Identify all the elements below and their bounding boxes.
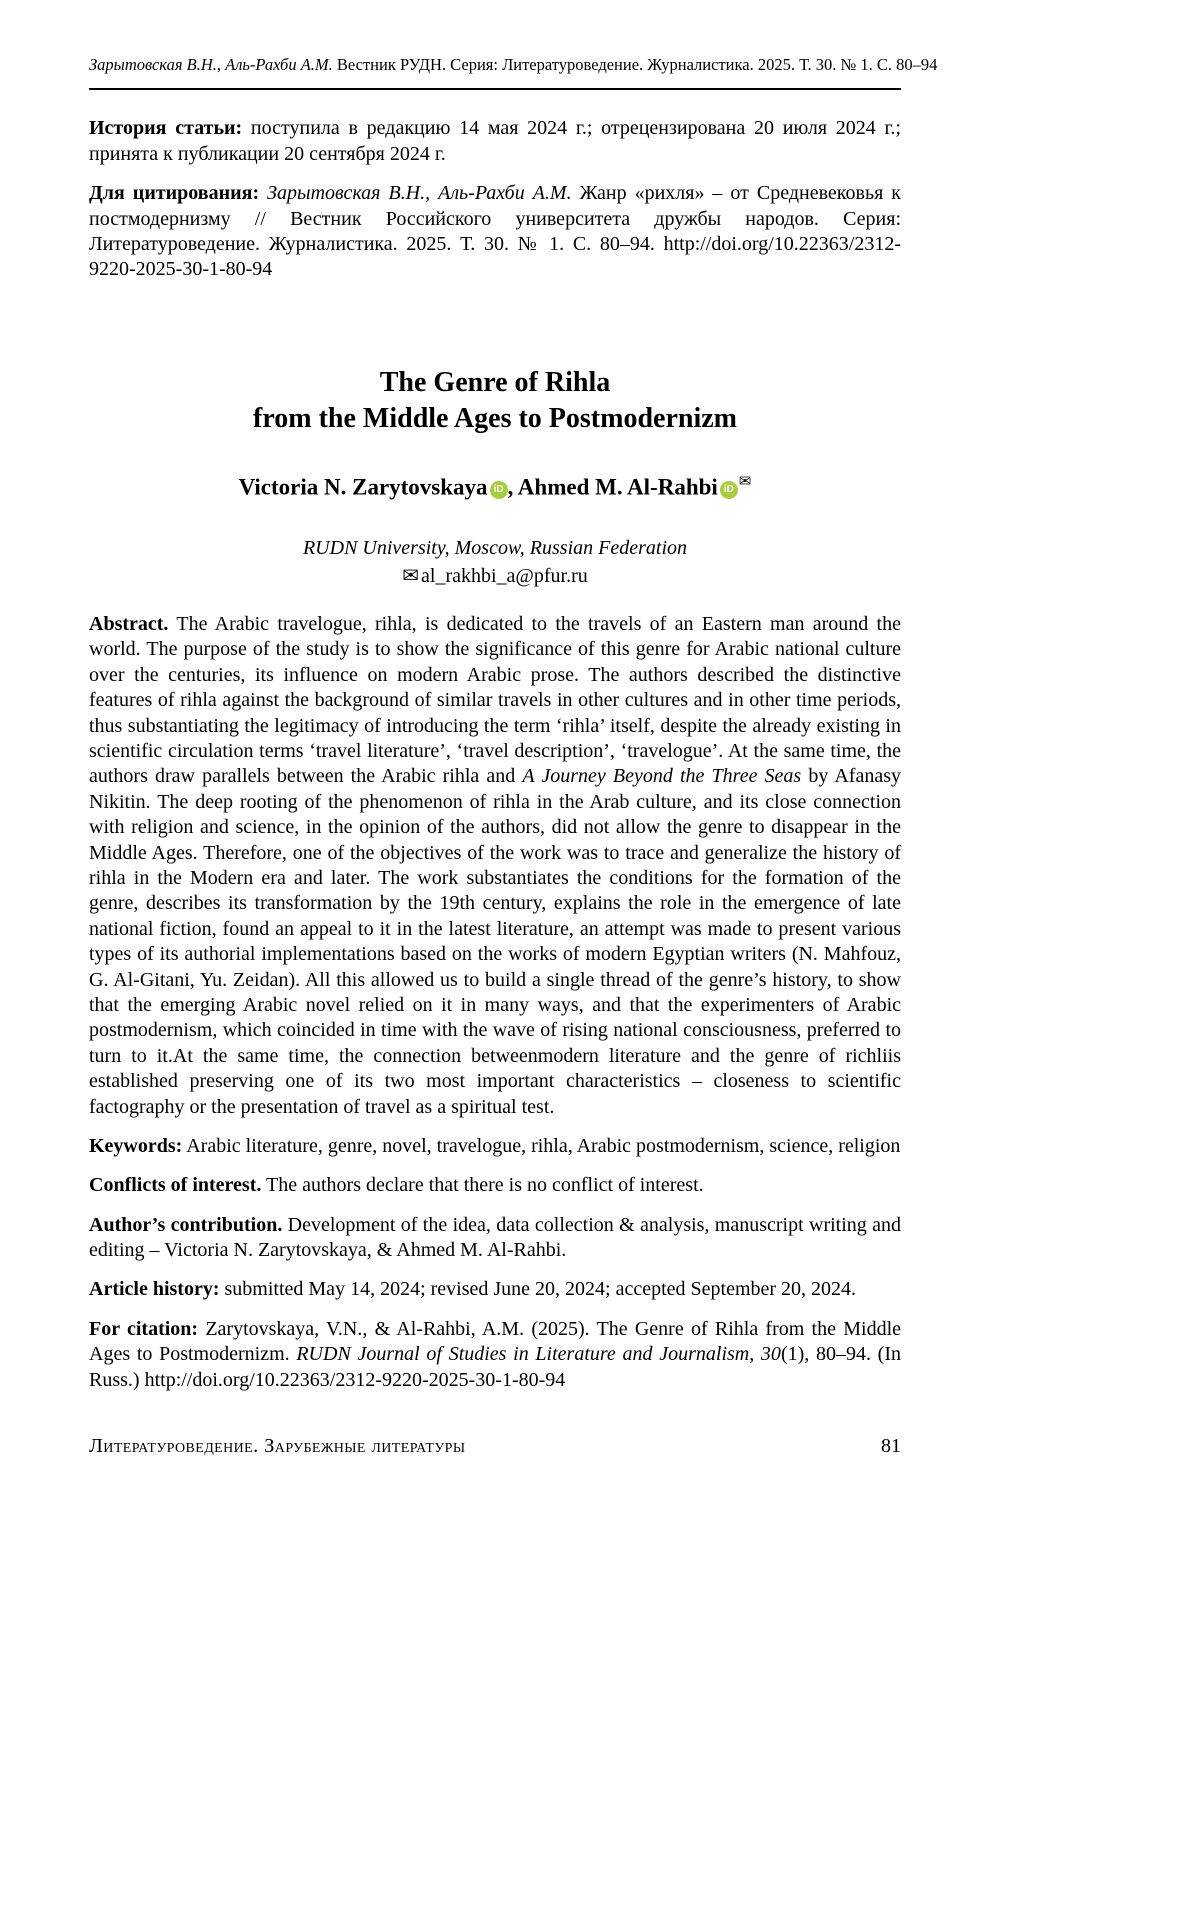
citation-en-doi-link[interactable]: http://doi.org/10.22363/2312-9220-2025-30-1-80-94 [144, 1368, 566, 1391]
citation-en-label: For citation: [89, 1317, 199, 1340]
abstract-italic-book-title: A Journey Beyond the Three Seas [522, 765, 802, 788]
article-history-ru-label: История статьи: [89, 117, 243, 140]
email-envelope-icon: ✉ [402, 565, 420, 588]
contribution-label: Author’s contribution. [89, 1213, 283, 1236]
citation-ru-authors: Зарытовская В.Н., Аль-Рахби А.М. [259, 182, 572, 205]
running-header [89, 54, 938, 90]
contribution-text: Development of the idea, data collection & analysis, manuscript writing and editing – Victoria N. Zarytovskaya, & Ahmed M. Al-Rahbi. [89, 1213, 902, 1262]
keywords-label: Keywords: [89, 1134, 183, 1157]
page-footer [89, 1435, 901, 1458]
keywords-text: Arabic literature, genre, novel, travelogue, rihla, Arabic postmodernism, science, religion [182, 1134, 901, 1157]
article-history-en-paragraph [89, 1277, 901, 1302]
running-header-citation [89, 54, 938, 75]
affiliation: RUDN University, Moscow, Russian Federation [302, 537, 688, 560]
article-history-ru-text: поступила в редакцию 14 мая 2024 г.; отрецензирована 20 июля 2024 г.; принята к публикации 20 сентября 2024 г. [89, 117, 901, 165]
citation-ru-paragraph [89, 181, 901, 283]
conflicts-label: Conflicts of interest. [89, 1174, 262, 1197]
email-line [89, 563, 901, 588]
article-history-ru-paragraph [89, 116, 901, 167]
citation-en-text-2: (1), 80–94. (In Russ.) [89, 1343, 901, 1391]
article-history-en-label: Article history: [89, 1278, 220, 1301]
corresponding-author-envelope-icon: ✉ [738, 474, 752, 491]
paper-title [89, 365, 901, 437]
conflicts-text: The authors declare that there is no conflict of interest. [261, 1174, 704, 1197]
footer-page-number: 81 [881, 1435, 901, 1458]
page-content [89, 54, 938, 1458]
footer-section-title: Литературоведение. Зарубежные литературы [89, 1435, 466, 1458]
running-header-authors: Зарытовская В.Н., Аль-Рахби А.М. [89, 55, 333, 74]
citation-ru-label: Для цитирования: [89, 182, 260, 205]
author-2-name: Ahmed M. Al-Rahbi [517, 475, 718, 501]
abstract-text-2: by Afanasy Nikitin. The deep rooting of the phenomenon of rihla in the Arab culture, and its close connection with religion and science, in the opinion of the authors, did not allow the genre to disappear in the Middle Ages. Therefore, one of the objectives of the work was to trace and generalize the history of rihla in the Modern era and later. The work substantiates the conditions for the formation of the genre, describes its transformation by the 19th century, explains the role in the emergence of late national fiction, found an appeal to it in the latest literature, an attempt was made to present various types of its authorial implementations based on the works of modern Egyptian writers (N. Mahfouz, G. Al-Gitani, Yu. Zeidan). All this allowed us to build a single thread of the genre’s history, to show that the emerging Arabic novel relied on it in many ways, and that the experimenters of Arabic postmodernism, which coincided in time with the wave of rising national consciousness, preferred to turn to it.At the same time, the connection betweenmodern literature and the genre of richliis established preserving one of its two most important characteristics – closeness to scientific factography or the presentation of travel as a spiritual test. [89, 765, 901, 1118]
citation-ru-text: Жанр «рихля» – от Средневековья к постмодернизму // Вестник Российского университета дружбы народов. Серия: Литературоведение. Журналистика. 2025. Т. 30. № 1. С. 80–94. [89, 182, 901, 255]
orcid-icon-alrahbi[interactable]: iD [720, 481, 738, 499]
keywords-paragraph [89, 1134, 901, 1159]
paper-title-line1: The Genre of Rihla [379, 366, 611, 398]
article-history-en-text: submitted May 14, 2024; revised June 20, 2024; accepted September 20, 2024. [219, 1278, 857, 1301]
citation-en-text-1: Zarytovskaya, V.N., & Al-Rahbi, A.M. (2025). The Genre of Rihla from the Middle Ages to Postmodernizm. [89, 1317, 902, 1366]
running-header-journal-ref: Вестник РУДН. Серия: Литературоведение. Журналистика. 2025. Т. 30. № 1. С. 80–94 [332, 55, 938, 74]
header-rule [89, 88, 901, 90]
citation-en-paragraph [89, 1317, 901, 1393]
orcid-icon-zarytovskaya[interactable]: iD [490, 481, 508, 499]
abstract-label: Abstract. [89, 613, 169, 636]
authors-separator: , [507, 475, 518, 501]
abstract-text-1: The Arabic travelogue, rihla, is dedicated to the travels of an Eastern man around the world. The purpose of the study is to show the significance of this genre for Arabic national culture over the centuries, its influence on modern Arabic prose. The authors described the distinctive features of rihla against the background of similar travels in other cultures and in other time periods, thus substantiating the legitimacy of introducing the term ‘rihla’ itself, despite the already existing in scientific circulation terms ‘travel literature’, ‘travel description’, ‘travelogue’. At the same time, the authors draw parallels between the Arabic rihla and [89, 613, 901, 788]
contribution-paragraph [89, 1213, 901, 1264]
paper-title-line2: from the Middle Ages to Postmodernizm [253, 402, 737, 434]
abstract-paragraph [89, 612, 901, 1120]
author-1-name: Victoria N. Zarytovskaya [238, 475, 488, 501]
authors-line [89, 472, 901, 501]
email-address[interactable]: al_rakhbi_a@pfur.ru [421, 565, 588, 588]
citation-ru-doi-link[interactable]: http://doi.org/10.22363/2312-9220-2025-30-1-80-94 [89, 233, 901, 281]
citation-en-journal-italic: RUDN Journal of Studies in Literature and Journalism, 30 [296, 1343, 781, 1366]
conflicts-paragraph [89, 1173, 901, 1198]
